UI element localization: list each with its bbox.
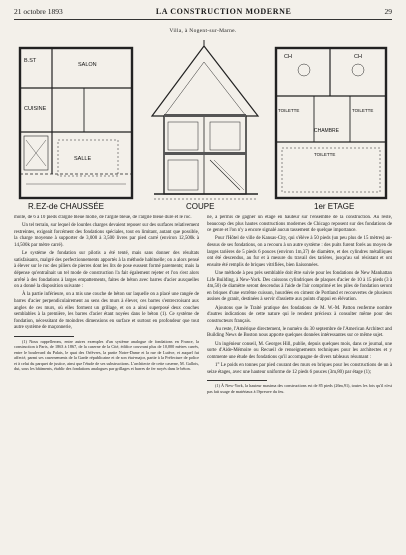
paragraph: À la partie inférieure, on a mis une couche de béton sur laquelle on a placé une rangée de barres d'acier perpendiculairement au sens des murs à élever, ces barres s'entrecroisant aux angles de ces murs, où elles forment un grillage, et on a ainsi superposé deux couches semblables à la première, les barres d'acier étant noyées dans le béton (1). Ce système de fondation, nécessitant de moindres dimensions en surface et surtout en profondeur que tout autre système de maçonnerie, [14, 292, 199, 331]
magazine-title: LA CONSTRUCTION MODERNE [155, 6, 292, 16]
first-room-label: TOILETTE [278, 108, 300, 113]
paragraph: Un tel terrain, sur lequel de lourdes charges devaient reposer sur des surfaces relativement restreintes, exigeait forcément des fondations spéciales, tout en limitant, autant que possible, la charge moyenne à supporter de 3,000 à 3,500 livres par pied carré (environ 12,500k à 14,500k par mètre carré). [14, 223, 199, 248]
plates-illustration [14, 36, 392, 212]
first-floor-plan [276, 48, 386, 198]
footnote-rule [207, 380, 267, 381]
article-body [14, 215, 392, 548]
article-column-right [207, 215, 392, 548]
ground-room-label: B.ST [24, 58, 37, 64]
architectural-plates [14, 36, 392, 212]
section-label: COUPE [186, 202, 215, 211]
page-number: 29 [384, 6, 392, 16]
ground-room-label: SALON [78, 62, 97, 68]
paragraph: ne, a permis de gagner un étage en hauteur sur l'ensemble de la construction. Au reste, beaucoup des plus hautes constructions modernes de Chicago reposent sur des fondations de ce genre et l'on n'y a encore signalé aucun tassement de quelque importance. [207, 215, 392, 234]
first-room-label: CH [354, 54, 362, 60]
plate-caption: Villa, à Nogent-sur-Marne. [169, 28, 237, 34]
paragraph: Ajoutons que le Traité pratique des fondations de M. W.-M. Patton renferme nombre d'autres indications de cette nature qui le rendent précieux à consulter même pour des constructeurs français. [207, 305, 392, 324]
article-column-left [14, 215, 199, 548]
running-header [14, 5, 392, 17]
ground-floor-plan [20, 48, 132, 198]
first-floor-label: 1er ETAGE [314, 202, 355, 211]
ground-room-label: CUISINE [24, 106, 47, 112]
paragraph: 1° Le poids en tonnes par pied courant des murs en briques pour les constructions de un à seize étages, avec une hauteur uniforme de 12 pieds 6 pouces (3m,80) par étage (1); [207, 363, 392, 375]
paragraph: Le système de fondation sur pilotis a été tenté, mais sans donner des résultats satisfaisants, malgré des perfectionnements apportés à la méthode habituelle; on a alors pensé à élever sur le roc des piliers de pierres dont les lits de pose eussent formé parements; mais la dépense qu'entraînait un tel mode de construction l'a fait également rejeter et l'on s'est alors arrêté à des fondations à larges empattements, faites de béton avec barres d'acier auxquelles on a donné la disposition suivante : [14, 251, 199, 290]
footnote: (1) À New-York, la hauteur maxima des constructions est de 85 pieds (26m,91), toutes les fois qu'il n'est pas fait usage de matériaux à l'épreuve du feu. [207, 383, 392, 394]
paragraph: Au reste, l'Amérique directement, le numéro du 30 septembre de l'American Architect and Building News de Boston nous apporte quelques données intéressantes sur ce même sujet. [207, 326, 392, 339]
first-room-label: CH [284, 54, 292, 60]
header-rule [14, 19, 392, 20]
ground-floor-label: R.EZ-de CHAUSSÉE [28, 202, 105, 211]
ground-room-label: SALLE [74, 156, 92, 162]
section-hatching [164, 114, 246, 155]
first-room-label: TOILETTE [352, 108, 374, 113]
first-room-label: CHAMBRE [314, 128, 340, 134]
footnote: (1) Nous rappellerons, entre autres exemples d'un système analogue de fondations en France, la construction à Paris, de 1863 à 1867, de la caserne de la Cité, édifice couvrant plus de 10,000 mètres carrés, entre le boulevard du Palais, le quai des Orfèvres, la partie Notre-Dame et la rue de Lutèce, et auquel fut affecté, parmi ses casernements de la Garde républicaine et de son état-major, partie à la Préfecture de police et à celui du parquet de justice, ainsi que l'étude de ses substructions. L'architecte de cette caserne, M. Gallois, dut, sous les bâtiments, établir des fondations analogues par grillages et barres de fer noyés dans le béton. [14, 338, 199, 371]
first-room-label: TOILETTE [314, 152, 336, 157]
paragraph: Une méthode à peu près semblable doit être suivie pour les fondations de New Manhattan Life Building, à New-York. Des caissons cylindriques de plaques d'acier de 10 à 15 pieds (3 à 4m,50) de diamètre seront descendus à l'aide de l'air comprimé et les piles de fondation seront en briques d'une extrême cuisson, hourdées en ciment de Portland et recouvertes de plusieurs assises de granit, destinées à servir d'assiette aux points d'appui en élévation. [207, 270, 392, 303]
section-drawing [152, 40, 258, 199]
paragraph: Pour l'Hôtel de ville de Kansas-City, qui s'élève à 50 pieds (un peu plus de 15 mètres) au-dessus de ses fondations, on a recouru à un autre système : des puits furent forés au moyen de larges tarières de 5 pieds 6 pouces (environ 1m,37) de diamètre, et des cylindres métalliques ont été descendus, au fur et à mesure du travail des tarières, jusqu'au sol résistant et ont ensuite été remplis de briques vitrifiées, bien liaisonnées. [207, 236, 392, 268]
paragraph: molle, de 6 à 10 pieds d'argile bleue molle, de l'argile bleue, de l'argile bleue dure et le roc. [14, 215, 192, 220]
paragraph: Un ingénieur conseil, M. Georges Hill, publie, depuis quelques mois, dans ce journal, une sorte d'Aide-Mémoire ou Recueil de renseignements techniques pour les architectes et y commente une étude des fondations qu'il accompagne de divers tableaux résumant : [207, 341, 392, 360]
issue-date: 21 octobre 1893 [14, 6, 63, 16]
footnote-rule [14, 336, 74, 337]
